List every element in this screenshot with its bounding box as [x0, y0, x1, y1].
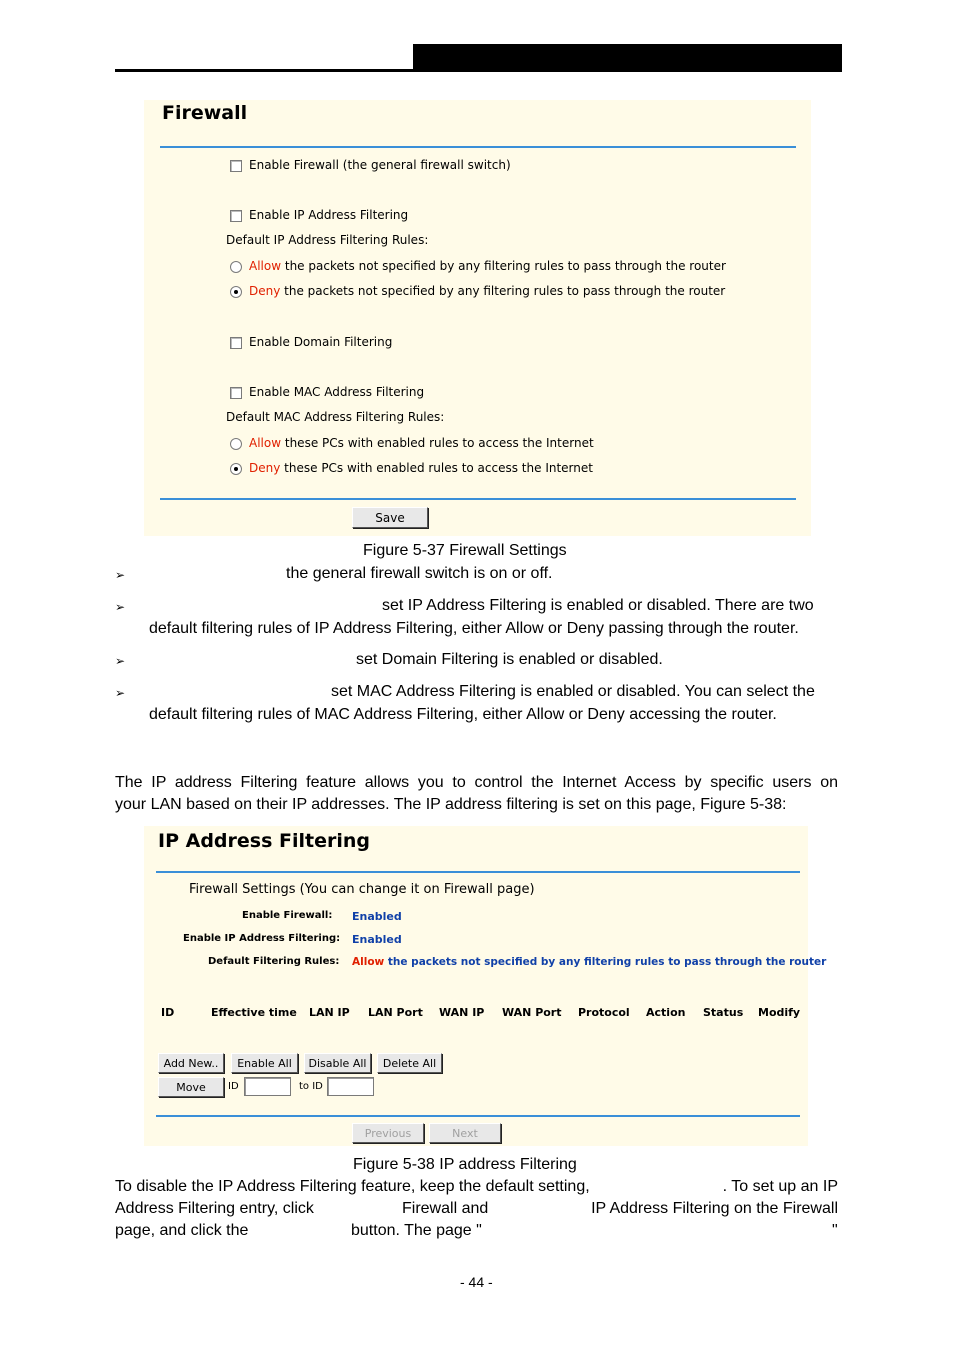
ip-deny-word: Deny — [249, 284, 281, 298]
bullet-text: set Domain Filtering is enabled or disabled. — [356, 651, 663, 668]
save-button[interactable]: Save — [352, 507, 428, 528]
enable-ip-status-value: Enabled — [352, 933, 402, 946]
mac-deny-word: Deny — [249, 461, 281, 475]
bullet-text: set IP Address Filtering is enabled or disabled. There are two — [382, 597, 814, 614]
header-bar — [413, 44, 842, 72]
column-header: Action — [646, 1006, 686, 1019]
default-rules-status-value — [352, 956, 826, 968]
closing-line-2a: Address Filtering entry, click — [115, 1200, 314, 1217]
enable-domain-filtering-checkbox[interactable] — [230, 337, 242, 349]
column-header: WAN Port — [502, 1006, 562, 1019]
column-header: WAN IP — [439, 1006, 485, 1019]
next-button[interactable]: Next — [429, 1123, 501, 1143]
closing-line-3a: page, and click the — [115, 1222, 249, 1239]
enable-mac-filtering-checkbox[interactable] — [230, 387, 242, 399]
ip-allow-radio[interactable] — [230, 261, 242, 273]
ip-filtering-top-rule — [156, 871, 800, 873]
firewall-title: Firewall — [162, 102, 248, 124]
move-button[interactable]: Move — [158, 1077, 224, 1097]
enable-all-button[interactable]: Enable All — [231, 1053, 298, 1073]
ip-filtering-bottom-rule — [156, 1115, 800, 1117]
ip-filtering-title: IP Address Filtering — [158, 830, 370, 852]
enable-firewall-label: Enable Firewall (the general firewall switch) — [249, 158, 511, 172]
bullet-text-cont: default filtering rules of MAC Address Filtering, either Allow or Deny accessing the router. — [149, 706, 777, 723]
bullet-marker: ➢ — [115, 568, 126, 582]
ip-filtering-panel — [144, 826, 808, 1146]
ip-deny-radio[interactable] — [230, 286, 242, 298]
default-rules-status-label: Default Filtering Rules: — [208, 956, 340, 967]
mac-rules-label: Default MAC Address Filtering Rules: — [226, 410, 445, 424]
bullet-marker: ➢ — [115, 686, 126, 700]
mac-deny-text: these PCs with enabled rules to access the Internet — [284, 461, 593, 475]
default-rules-word: Allow — [352, 956, 385, 968]
mac-allow-text: these PCs with enabled rules to access the Internet — [284, 436, 594, 450]
mac-allow-label — [249, 436, 594, 450]
closing-line-1a: To disable the IP Address Filtering feature, keep the default setting, — [115, 1178, 590, 1195]
mac-deny-label — [249, 461, 593, 475]
ip-filtering-subtitle: Firewall Settings (You can change it on Firewall page) — [189, 882, 535, 897]
intro-line-2: your LAN based on their IP addresses. The IP address filtering is set on this page, Figure 5-38: — [115, 796, 787, 813]
move-to-id-input[interactable] — [327, 1077, 374, 1096]
figure-caption-5-38: Figure 5-38 IP address Filtering — [353, 1156, 577, 1173]
default-rules-text: the packets not specified by any filtering rules to pass through the router — [387, 956, 827, 968]
enable-firewall-status-label: Enable Firewall: — [242, 910, 333, 921]
figure-caption-5-37: Figure 5-37 Firewall Settings — [363, 542, 567, 559]
firewall-top-rule — [160, 146, 796, 148]
enable-mac-filtering-label: Enable MAC Address Filtering — [249, 385, 425, 399]
closing-line-2c: IP Address Filtering on the Firewall — [591, 1200, 838, 1217]
column-header: Modify — [758, 1006, 801, 1019]
enable-ip-filtering-checkbox[interactable] — [230, 210, 242, 222]
move-from-id-input[interactable] — [244, 1077, 291, 1096]
mac-allow-radio[interactable] — [230, 438, 242, 450]
column-header: Protocol — [578, 1006, 630, 1019]
enable-firewall-status-value: Enabled — [352, 910, 402, 923]
delete-all-button[interactable]: Delete All — [377, 1053, 442, 1073]
column-header: Status — [703, 1006, 744, 1019]
move-to-id-label: to ID — [299, 1081, 323, 1092]
ip-rules-label: Default IP Address Filtering Rules: — [226, 233, 429, 247]
page-number: - 44 - — [460, 1274, 493, 1290]
mac-deny-radio[interactable] — [230, 463, 242, 475]
disable-all-button[interactable]: Disable All — [304, 1053, 371, 1073]
bullet-text-cont: default filtering rules of IP Address Filtering, either Allow or Deny passing through the router. — [149, 620, 799, 637]
enable-ip-status-label: Enable IP Address Filtering: — [183, 933, 341, 944]
closing-line-2b: Firewall and — [402, 1200, 489, 1217]
ip-allow-word: Allow — [249, 259, 282, 273]
bullet-marker: ➢ — [115, 654, 126, 668]
column-header: LAN Port — [368, 1006, 423, 1019]
previous-button[interactable]: Previous — [352, 1123, 424, 1143]
enable-ip-filtering-label: Enable IP Address Filtering — [249, 208, 409, 222]
column-header: Effective time — [211, 1006, 297, 1019]
closing-line-1b: . To set up an IP — [722, 1178, 838, 1195]
enable-domain-filtering-label: Enable Domain Filtering — [249, 335, 393, 349]
add-new-button[interactable]: Add New.. — [158, 1053, 224, 1073]
enable-firewall-checkbox[interactable] — [230, 160, 242, 172]
closing-line-3b: button. The page " — [351, 1222, 482, 1239]
column-header: LAN IP — [309, 1006, 350, 1019]
ip-deny-label — [249, 284, 725, 298]
ip-allow-text: the packets not specified by any filtering rules to pass through the router — [284, 259, 726, 273]
bullet-text: the general firewall switch is on or off. — [286, 565, 553, 582]
bullet-text: set MAC Address Filtering is enabled or disabled. You can select the — [331, 683, 815, 700]
bullet-marker: ➢ — [115, 600, 126, 614]
intro-line-1: The IP address Filtering feature allows you to control the Internet Access by specific users on — [115, 774, 838, 791]
move-id-label: ID — [228, 1081, 239, 1092]
ip-allow-label — [249, 259, 726, 273]
mac-allow-word: Allow — [249, 436, 282, 450]
firewall-bottom-rule — [160, 498, 796, 500]
ip-deny-text: the packets not specified by any filtering rules to pass through the router — [284, 284, 726, 298]
header-rule — [115, 69, 842, 72]
column-header: ID — [161, 1006, 175, 1019]
closing-line-3c: " — [832, 1222, 838, 1239]
